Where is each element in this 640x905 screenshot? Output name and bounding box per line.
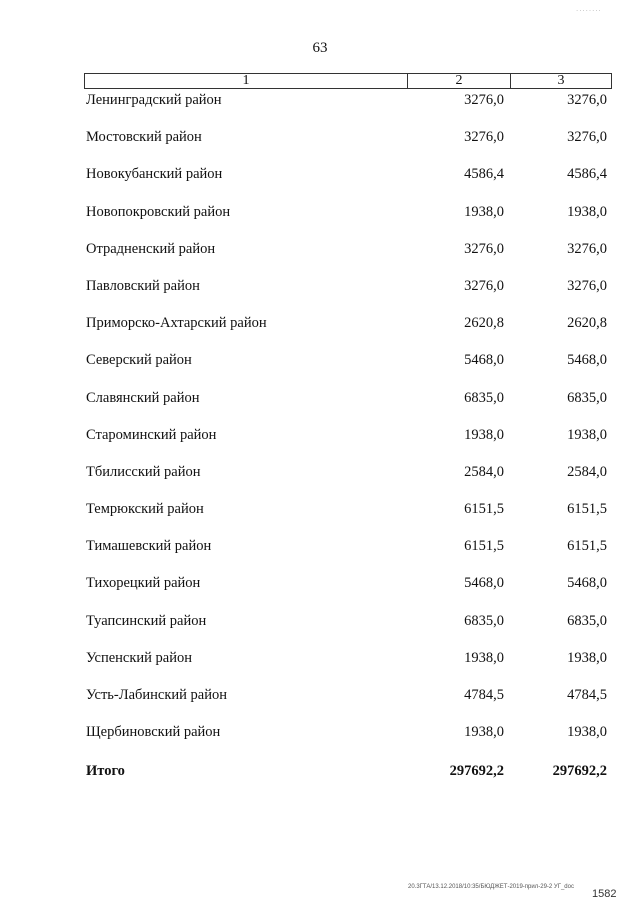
value-col-2: 3276,0 [464, 92, 504, 108]
table-body [0, 92, 640, 761]
value-col-3: 6151,5 [567, 538, 607, 555]
district-name: Приморско-Ахтарский район [86, 315, 267, 332]
value-col-3: 1938,0 [567, 426, 607, 443]
value-col-3: 4586,4 [567, 166, 607, 183]
district-name: Тихорецкий район [86, 575, 201, 592]
value-col-3: 6151,5 [567, 501, 607, 518]
table-row [0, 241, 640, 278]
value-col-2: 2620,8 [464, 315, 504, 332]
district-name: Новокубанский район [86, 166, 223, 183]
table-row [0, 427, 640, 464]
district-name: Туапсинский район [86, 612, 207, 629]
table-row [0, 278, 640, 315]
district-name: Щербиновский район [86, 724, 221, 741]
district-name: Северский район [86, 352, 192, 369]
value-col-3: 6835,0 [567, 612, 607, 629]
district-name: Павловский район [86, 277, 200, 294]
value-col-2: 4784,5 [464, 687, 504, 703]
value-col-2: 2584,0 [464, 463, 504, 480]
total-value-col-3: 297692,2 [552, 763, 607, 779]
table-row [0, 204, 640, 241]
value-col-3: 3276,0 [567, 277, 607, 294]
district-name: Славянский район [86, 389, 200, 406]
table-row [0, 352, 640, 389]
value-col-3: 1938,0 [567, 724, 607, 741]
value-col-2: 6151,5 [464, 501, 504, 518]
value-col-3: 5468,0 [567, 575, 607, 592]
value-col-2: 3276,0 [464, 277, 504, 294]
value-col-2: 1938,0 [464, 724, 504, 741]
district-name: Тимашевский район [86, 538, 212, 555]
district-name: Староминский район [86, 426, 217, 443]
table-header [84, 73, 612, 89]
value-col-2: 6835,0 [464, 612, 504, 629]
value-col-3: 6835,0 [567, 389, 607, 406]
value-col-2: 4586,4 [464, 166, 504, 183]
value-col-2: 5468,0 [464, 575, 504, 592]
district-name: Усть-Лабинский район [86, 687, 227, 703]
corner-mark: ........ [576, 4, 602, 13]
table-row [0, 501, 640, 538]
page-number: 63 [312, 40, 328, 56]
table-row [0, 650, 640, 687]
header-col-3: 3 [557, 73, 565, 88]
table-row [0, 538, 640, 575]
district-name: Темрюкский район [86, 501, 204, 518]
table-row [0, 166, 640, 203]
district-name: Новопокровский район [86, 203, 231, 220]
value-col-3: 2620,8 [567, 315, 607, 332]
value-col-3: 2584,0 [567, 463, 607, 480]
table-row [0, 575, 640, 612]
table-row [0, 613, 640, 650]
value-col-3: 5468,0 [567, 352, 607, 369]
district-name: Мостовский район [86, 129, 202, 146]
table-row [0, 390, 640, 427]
table-row [0, 315, 640, 352]
value-col-3: 3276,0 [567, 92, 607, 108]
value-col-3: 3276,0 [567, 240, 607, 257]
district-name: Отрадненский район [86, 240, 216, 257]
value-col-2: 1938,0 [464, 649, 504, 666]
district-name: Успенский район [86, 649, 192, 666]
district-name: Ленинградский район [86, 92, 222, 108]
header-col-2: 2 [408, 74, 511, 88]
value-col-2: 1938,0 [464, 203, 504, 220]
value-col-2: 3276,0 [464, 240, 504, 257]
total-label: Итого [86, 763, 125, 779]
value-col-3: 3276,0 [567, 129, 607, 146]
footer-stamp: 20.3ГТА/13.12.2018/10:35/БЮДЖЕТ-2019-прил-29-2 УГ_doc [408, 884, 574, 890]
value-col-2: 6835,0 [464, 389, 504, 406]
table-row [0, 92, 640, 129]
value-col-3: 1938,0 [567, 649, 607, 666]
total-value-col-2: 297692,2 [449, 763, 504, 779]
value-col-2: 1938,0 [464, 426, 504, 443]
value-col-3: 4784,5 [567, 687, 607, 703]
table-row [0, 129, 640, 166]
value-col-2: 3276,0 [464, 129, 504, 146]
footer-mark: 1582 [592, 888, 617, 900]
table-row [0, 724, 640, 761]
table-row [0, 464, 640, 501]
district-name: Тбилисский район [86, 463, 201, 480]
value-col-3: 1938,0 [567, 203, 607, 220]
value-col-2: 5468,0 [464, 352, 504, 369]
value-col-2: 6151,5 [464, 538, 504, 555]
header-col-1: 1 [85, 74, 408, 88]
table-row [0, 687, 640, 724]
